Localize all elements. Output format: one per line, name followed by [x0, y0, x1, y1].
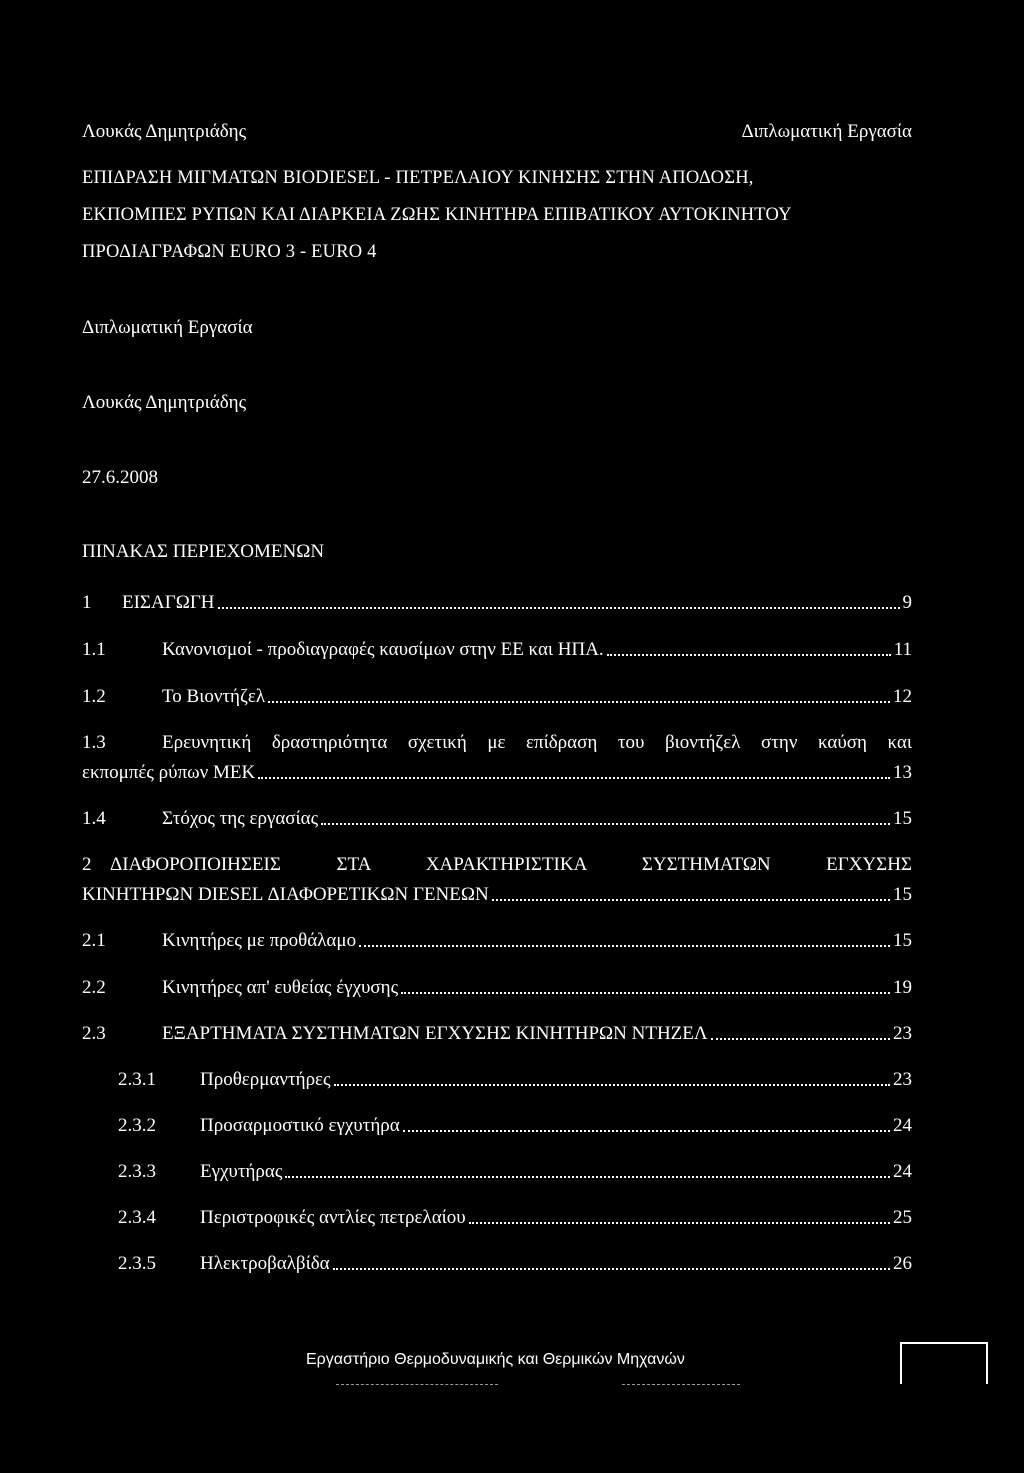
toc-entry-title: Περιστροφικές αντλίες πετρελαίου [200, 1207, 466, 1228]
toc-entry-title: Στόχος της εργασίας [162, 808, 319, 829]
footer-page-box [900, 1342, 988, 1384]
toc-entry-page: 15 [893, 930, 912, 951]
toc-entry-2-3-5[interactable] [118, 1252, 912, 1276]
toc-entry-page: 12 [893, 686, 912, 707]
toc-entry-2-3-2[interactable] [118, 1114, 912, 1138]
toc-entry-page: 15 [893, 884, 912, 905]
toc-entry-number: 2.1 [82, 930, 106, 951]
toc-entry-page: 9 [902, 592, 912, 613]
toc-leader-dots [359, 931, 890, 947]
toc-entry-title: Ηλεκτροβαλβίδα [200, 1253, 330, 1274]
running-header-doc-type: Διπλωματική Εργασία [741, 121, 912, 142]
toc-entry-page: 24 [893, 1161, 912, 1182]
author-name: Λουκάς Δημητριάδης [82, 392, 247, 413]
toc-leader-dots [711, 1024, 890, 1040]
footer-rule-left [336, 1384, 498, 1385]
toc-entry-title-continued: εκπομπές ρύπων ΜΕΚ [82, 762, 256, 783]
toc-entry-1-3-line-2[interactable] [82, 761, 912, 785]
toc-entry-page: 25 [893, 1207, 912, 1228]
toc-entry-2-3-4[interactable] [118, 1206, 912, 1230]
toc-entry-page: 23 [893, 1023, 912, 1044]
toc-heading: ΠΙΝΑΚΑΣ ΠΕΡΙΕΧΟΜΕΝΩΝ [82, 541, 325, 562]
toc-entry-1-3-line-1[interactable] [82, 731, 912, 755]
running-header-author: Λουκάς Δημητριάδης [82, 121, 247, 142]
toc-leader-dots [218, 593, 900, 609]
toc-entry-1[interactable] [82, 591, 912, 615]
footer-lab-name: Εργαστήριο Θερμοδυναμικής και Θερμικών Μηχανών [306, 1351, 685, 1368]
toc-entry-number: 2.3.4 [118, 1207, 156, 1228]
toc-entry-number: 2.3.1 [118, 1069, 156, 1090]
toc-entry-2-2[interactable] [82, 976, 912, 1000]
toc-entry-2-3-1[interactable] [118, 1068, 912, 1092]
toc-entry-number: 2.3.3 [118, 1161, 156, 1182]
toc-entry-number: 1.1 [82, 639, 106, 660]
toc-leader-dots [334, 1070, 890, 1086]
toc-entry-title: Κινητήρες απ' ευθείας έγχυσης [162, 977, 399, 998]
toc-leader-dots [285, 1162, 890, 1178]
submission-date: 27.6.2008 [82, 467, 158, 488]
toc-entry-1-1[interactable] [82, 638, 912, 662]
toc-entry-number: 2.3.5 [118, 1253, 156, 1274]
toc-leader-dots [268, 687, 890, 703]
toc-leader-dots [401, 978, 890, 994]
thesis-title-line-2: ΕΚΠΟΜΠΕΣ ΡΥΠΩΝ ΚΑΙ ΔΙΑΡΚΕΙΑ ΖΩΗΣ ΚΙΝΗΤΗΡΑ ΕΠΙΒΑΤΙΚΟΥ ΑΥΤΟΚΙΝΗΤΟΥ [82, 205, 792, 225]
toc-entry-2-3[interactable] [82, 1022, 912, 1046]
toc-entry-1-2[interactable] [82, 685, 912, 709]
toc-leader-dots [403, 1116, 890, 1132]
toc-entry-page: 19 [893, 977, 912, 998]
toc-entry-title-continued: ΚΙΝΗΤΗΡΩΝ DIESEL ΔΙΑΦΟΡΕΤΙΚΩΝ ΓΕΝΕΩΝ [82, 884, 489, 905]
doc-type-label: Διπλωματική Εργασία [82, 317, 253, 338]
toc-entry-1-4[interactable] [82, 807, 912, 831]
toc-entry-title: Προθερμαντήρες [200, 1069, 331, 1090]
toc-entry-2-line-2[interactable] [82, 883, 912, 907]
toc-entry-title: ΕΙΣΑΓΩΓΗ [122, 592, 215, 613]
toc-entry-title: Κανονισμοί - προδιαγραφές καυσίμων στην ΕΕ και ΗΠΑ. [162, 639, 604, 660]
toc-entry-title: Το Βιοντήζελ [162, 686, 266, 707]
toc-entry-title: ΕΞΑΡΤΗΜΑΤΑ ΣΥΣΤΗΜΑΤΩΝ ΕΓΧΥΣΗΣ ΚΙΝΗΤΗΡΩΝ ΝΤΗΖΕΛ [162, 1023, 708, 1044]
toc-entry-number: 2 [82, 854, 92, 875]
thesis-title-line-1: ΕΠΙΔΡΑΣΗ ΜΙΓΜΑΤΩΝ BIODIESEL - ΠΕΤΡΕΛΑΙΟΥ ΚΙΝΗΣΗΣ ΣΤΗΝ ΑΠΟΔΟΣΗ, [82, 168, 754, 188]
toc-entry-2-line-1[interactable] [82, 853, 912, 877]
toc-entry-number: 2.3.2 [118, 1115, 156, 1136]
toc-entry-page: 13 [893, 762, 912, 783]
toc-leader-dots [258, 763, 890, 779]
toc-entry-page: 11 [893, 639, 912, 660]
toc-leader-dots [492, 885, 890, 901]
toc-entry-title: Ερευνητική δραστηριότητα σχετική με επίδραση του βιοντήζελ στην καύση και [162, 732, 912, 753]
toc-entry-number: 1 [82, 592, 92, 613]
toc-entry-page: 23 [893, 1069, 912, 1090]
toc-entry-page: 15 [893, 808, 912, 829]
toc-leader-dots [607, 640, 891, 656]
footer-rule-right [622, 1384, 740, 1385]
toc-leader-dots [333, 1254, 890, 1270]
toc-entry-page: 24 [893, 1115, 912, 1136]
toc-entry-page: 26 [893, 1253, 912, 1274]
toc-entry-number: 1.2 [82, 686, 106, 707]
toc-entry-number: 1.4 [82, 808, 106, 829]
toc-entry-title: Κινητήρες με προθάλαμο [162, 930, 357, 951]
toc-entry-2-1[interactable] [82, 929, 912, 953]
toc-entry-title: Προσαρμοστικό εγχυτήρα [200, 1115, 400, 1136]
toc-entry-number: 2.3 [82, 1023, 106, 1044]
toc-entry-number: 2.2 [82, 977, 106, 998]
toc-entry-number: 1.3 [82, 732, 106, 753]
toc-leader-dots [321, 809, 890, 825]
toc-entry-title: Εγχυτήρας [200, 1161, 283, 1182]
toc-entry-2-3-3[interactable] [118, 1160, 912, 1184]
toc-leader-dots [469, 1208, 890, 1224]
toc-entry-title: ΔΙΑΦΟΡΟΠΟΙΗΣΕΙΣ ΣΤΑ ΧΑΡΑΚΤΗΡΙΣΤΙΚΑ ΣΥΣΤΗΜΑΤΩΝ ΕΓΧΥΣΗΣ [110, 854, 912, 875]
thesis-title-line-3: ΠΡΟΔΙΑΓΡΑΦΩΝ EURO 3 - EURO 4 [82, 242, 377, 262]
